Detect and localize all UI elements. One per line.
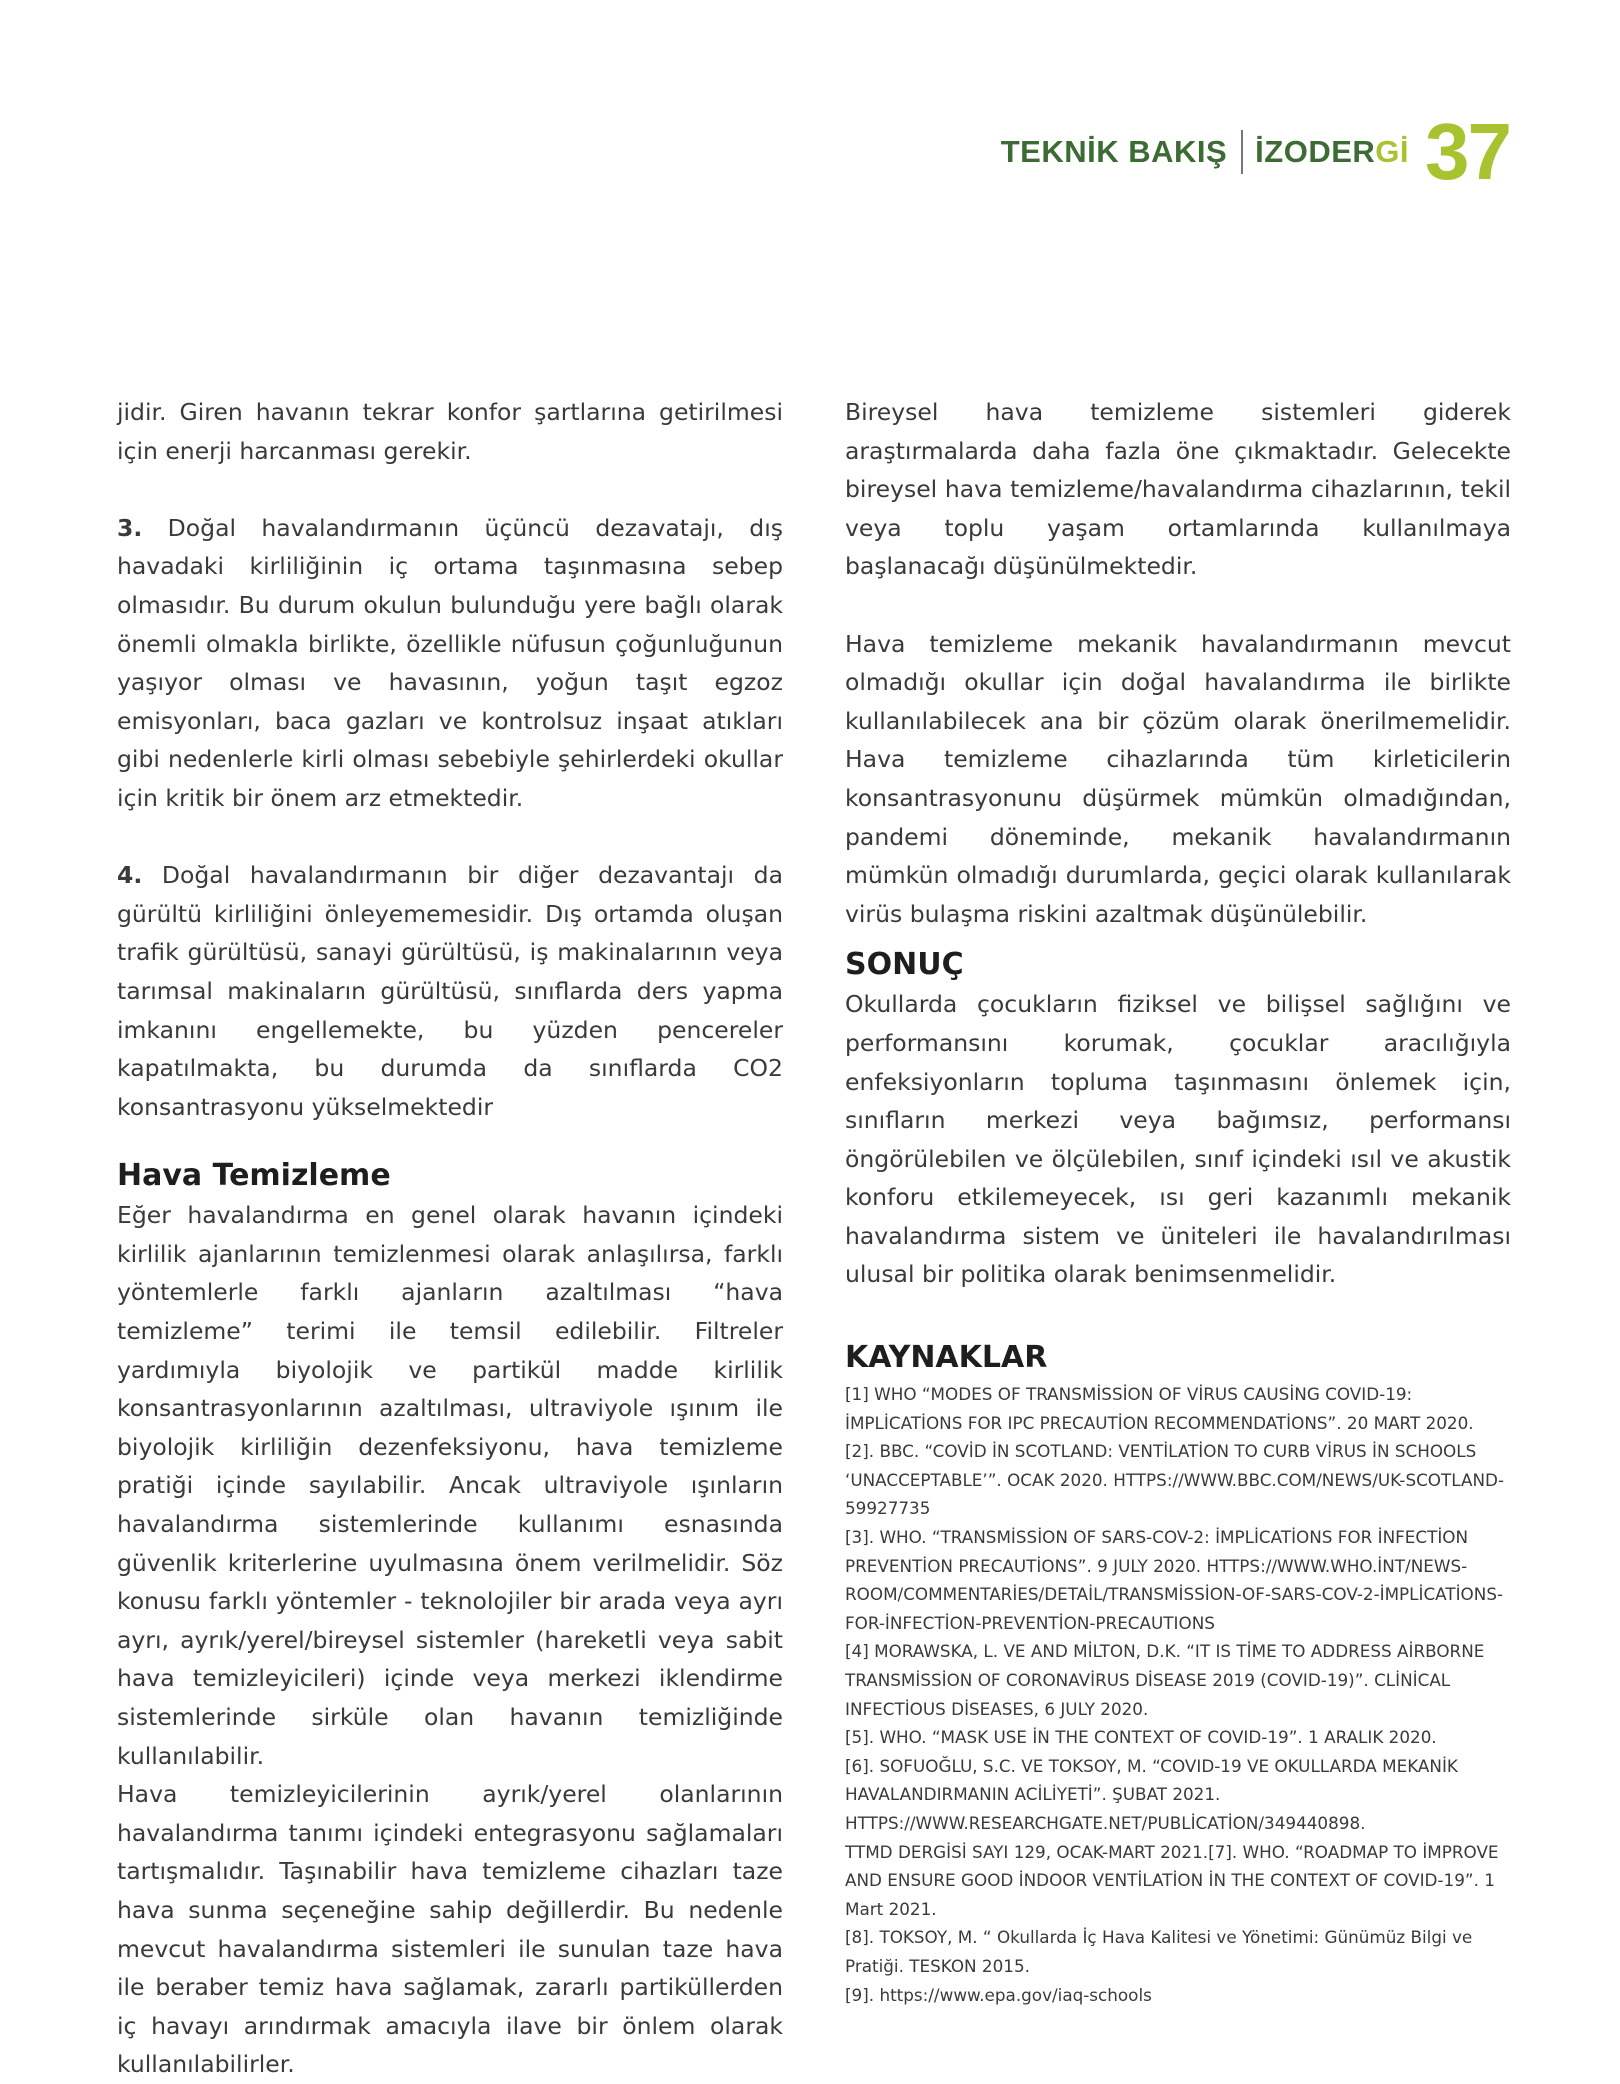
paragraph-gap <box>117 470 783 509</box>
paragraph-sonuc: Okullarda çocukların fiziksel ve bilişsel sağlığını ve performansını korumak, çocuklar aracılığıyla enfeksiyonların topluma taşınmasını önlemek için, sınıfların merkezi veya bağımsız, performansı öngörülebilen ve ölçülebilen, sınıf içindeki ısıl ve akustik konforu etkilemeyecek, ısı geri kazanımlı mekanik havalandırma sistem ve üniteleri ile havalandırılması ulusal bir politika olarak benimsenmelidir. <box>845 990 1511 1289</box>
reference-item: [8]. TOKSOY, M. “ Okullarda İç Hava Kalitesi ve Yönetimi: Günümüz Bilgi ve Pratiği. TESKON 2015. <box>845 1927 1473 1976</box>
reference-item: [2]. BBC. “COVİD İN SCOTLAND: VENTİLATİON TO CURB VİRUS İN SCHOOLS ‘UNACCEPTABLE’”. OCAK 2020. HTTPS://WWW.BBC.COM/NEWS/UK-SCOTLAND-59927735 <box>845 1441 1505 1519</box>
paragraph-hava-temizleme-2: Hava temizleyicilerinin ayrık/yerel olanlarının havalandırma tanımı içindeki entegrasyonu sağlamaları tartışmalıdır. Taşınabilir hava temizleme cihazları taze hava sunma seçeneğine sahip değillerdir. Bu nedenle mevcut havalandırma sistemleri ile sunulan taze hava ile beraber temiz hava sağlamak, zararlı partiküllerden iç havayı arındırmak amacıyla ilave bir önlem olarak kullanılabilirler. <box>117 1780 783 2079</box>
point-number-4: 4. <box>117 861 143 890</box>
reference-item: [4] MORAWSKA, L. VE AND MİLTON, D.K. “IT IS TİME TO ADDRESS AİRBORNE TRANSMİSSİON OF CORONAVİRUS DİSEASE 2019 (COVID-19)”. CLİNİCAL INFECTİOUS DİSEASES, 6 JULY 2020. <box>845 1641 1485 1719</box>
reference-item: [6]. SOFUOĞLU, S.C. VE TOKSOY, M. “COVID-19 VE OKULLARDA MEKANİK HAVALANDIRMANIN ACİLİYETİ”. ŞUBAT 2021. HTTPS://WWW.RESEARCHGATE.NET/PUBLİCATİON/349440898. <box>845 1755 1458 1833</box>
heading-kaynaklar: KAYNAKLAR <box>845 1340 1048 1376</box>
point-3-text: Doğal havalandırmanın üçüncü dezavatajı, dış havadaki kirliliğinin iç ortama taşınmasına sebep olmasıdır. Bu durum okulun bulunduğu yere bağlı olarak önemli olmakla birlikte, özellikle nüfusun çoğunluğunun yaşıyor olması ve havasının, yoğun taşıt egzoz emisyonları, baca gazları ve kontrolsuz inşaat atıkları gibi nedenlerle kirli olması sebebiyle şehirlerdeki okullar için kritik bir önem arz etmektedir. <box>117 513 783 812</box>
page-number: 37 <box>1425 107 1510 196</box>
paragraph-continuation: jidir. Giren havanın tekrar konfor şartlarına getirilmesi için enerji harcanması gerekir. <box>117 398 783 465</box>
paragraph-gap <box>117 818 783 857</box>
header-divider <box>1241 130 1243 174</box>
right-column <box>845 393 1511 2009</box>
paragraph-gap <box>845 586 1511 625</box>
page-header <box>1000 107 1510 196</box>
paragraph-hava-temizleme-mekanik: Hava temizleme mekanik havalandırmanın mevcut olmadığı okullar için doğal havalandırma ile birlikte kullanılabilecek ana bir çözüm olarak önerilmemelidir. Hava temizleme cihazlarında tüm kirleticilerin konsantrasyonunu düşürmek mümkün olmadığından, pandemi döneminde, mekanik havalandırmanın mümkün olmadığı durumlarda, geçici olarak kullanılarak virüs bulaşma riskini azaltmak düşünülebilir. <box>845 629 1511 928</box>
magazine-name-main: İZODER <box>1255 134 1376 169</box>
reference-item: [5]. WHO. “MASK USE İN THE CONTEXT OF COVID-19”. 1 ARALIK 2020. <box>845 1727 1437 1748</box>
reference-item: [3]. WHO. “TRANSMİSSİON OF SARS-COV-2: İMPLİCATİONS FOR İNFECTİON PREVENTİON PRECAUTİONS”. 9 JULY 2020. HTTPS://WWW.WHO.İNT/NEWS-ROOM/COMMENTARİES/DETAİL/TRANSMİSSİON-OF-SARS-COV-2-İMPLİCATİONS-FOR-İNFECTİON-PREVENTİON-PRECAUTIONS <box>845 1527 1504 1633</box>
left-column <box>117 393 783 2084</box>
paragraph-point-4 <box>117 856 783 1126</box>
reference-item: [1] WHO “MODES OF TRANSMİSSİON OF VİRUS CAUSİNG COVID-19: İMPLİCATİONS FOR IPC PRECAUTİON RECOMMENDATİONS”. 20 MART 2020. <box>845 1384 1474 1433</box>
reference-item: [9]. https://www.epa.gov/iaq-schools <box>845 1984 1152 2005</box>
paragraph-hava-temizleme-1: Eğer havalandırma en genel olarak havanın içindeki kirlilik ajanlarının temizlenmesi olarak anlaşılırsa, farklı yöntemlerle farklı ajanların azaltılması “hava temizleme” terimi ile temsil edilebilir. Filtreler yardımıyla biyolojik ve partikül madde kirlilik konsantrasyonlarının azaltılması, ultraviyole ışınım ile biyolojik kirliliğin dezenfeksiyonu, hava temizleme pratiği içinde sayılabilir. Ancak ultraviyole ışınların havalandırma sistemlerinde kullanımı esnasında güvenlik kriterlerine uyulmasına önem verilmelidir. Söz konusu farklı yöntemler - teknolojiler bir arada veya ayrı ayrı, ayrık/yerel/bireysel sistemler (hareketli veya sabit hava temizleyicileri) içinde veya merkezi iklendirme sistemlerinde sirküle olan havanın temizliğinde kullanılabilir. <box>117 1201 783 1770</box>
references-list <box>845 1380 1511 2009</box>
heading-sonuc: SONUÇ <box>845 947 964 983</box>
paragraph-point-3 <box>117 509 783 818</box>
section-title: TEKNİK BAKIŞ <box>1000 134 1228 169</box>
magazine-name-accent: Gİ <box>1375 134 1410 169</box>
heading-hava-temizleme: Hava Temizleme <box>117 1158 391 1194</box>
paragraph-bireysel: Bireysel hava temizleme sistemleri giderek araştırmalarda daha fazla öne çıkmaktadır. Gelecekte bireysel hava temizleme/havalandırma cihazlarının, tekil veya toplu yaşam ortamlarında kullanılmaya başlanacağı düşünülmektedir. <box>845 398 1511 581</box>
magazine-name <box>1255 134 1409 170</box>
point-number-3: 3. <box>117 513 143 542</box>
reference-item: TTMD DERGİSİ SAYI 129, OCAK-MART 2021.[7]. WHO. “ROADMAP TO İMPROVE AND ENSURE GOOD İNDOOR VENTİLATİON İN THE CONTEXT OF COVID-19”. 1 Mart 2021. <box>845 1841 1499 1919</box>
point-4-text: Doğal havalandırmanın bir diğer dezavantajı da gürültü kirliliğini önleyememesidir. Dış ortamda oluşan trafik gürültüsü, sanayi gürültüsü, iş makinalarının veya tarımsal makinaların gürültüsü, sınıflarda ders yapma imkanını engellemekte, bu yüzden pencereler kapatılmakta, bu durumda da sınıflarda CO2 konsantrasyonu yükselmektedir <box>117 861 783 1121</box>
